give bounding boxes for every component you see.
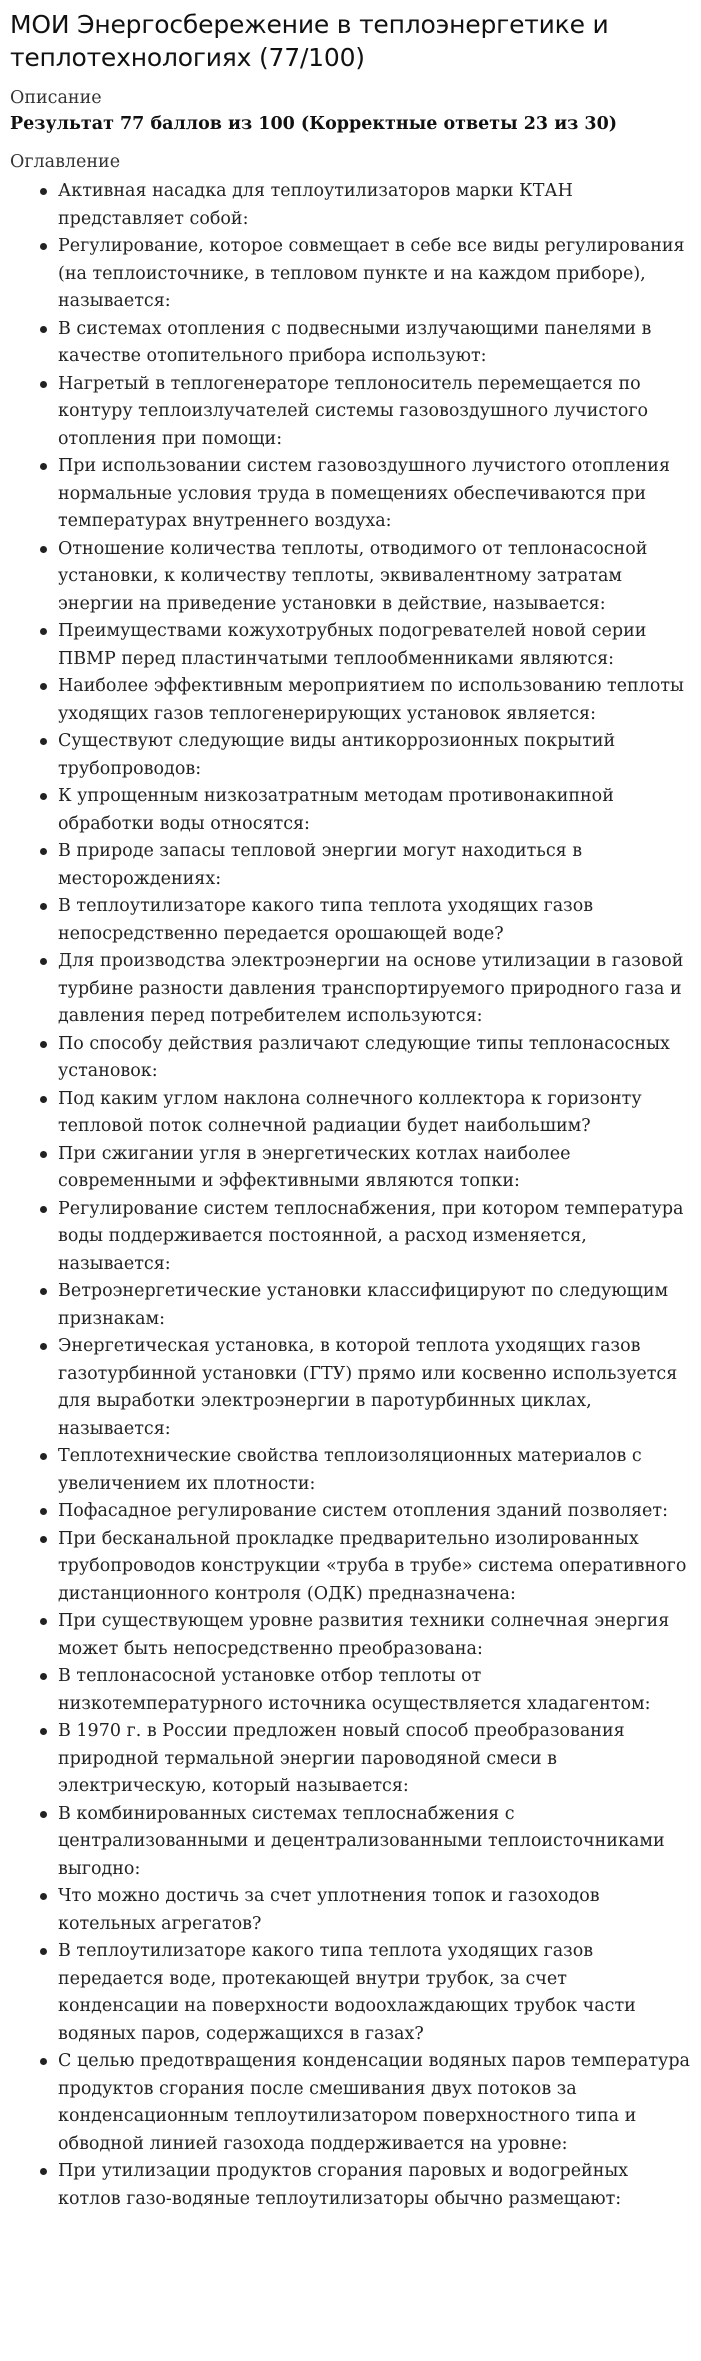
page-title: МОИ Энергосбережение в теплоэнергетике и теплотехнологиях (77/100) [10,10,609,72]
toc-item[interactable]: Под каким углом наклона солнечного коллектора к горизонту тепловой поток солнечной радиации будет наибольшим? [40,1086,691,1141]
toc-item[interactable]: Существуют следующие виды антикоррозионных покрытий трубопроводов: [40,728,691,783]
toc-item[interactable]: Ветроэнергетические установки классифицируют по следующим признакам: [40,1278,691,1333]
toc-item[interactable]: При использовании систем газовоздушного лучистого отопления нормальные условия труда в помещениях обеспечиваются при температурах внутреннего воздуха: [40,453,691,536]
toc-item[interactable]: Пофасадное регулирование систем отопления зданий позволяет: [40,1498,691,1526]
toc-item[interactable]: Регулирование, которое совмещает в себе все виды регулирования (на теплоисточнике, в тепловом пункте и на каждом приборе), называется: [40,233,691,316]
toc-item[interactable]: В природе запасы тепловой энергии могут находиться в месторождениях: [40,838,691,893]
toc-item[interactable]: С целью предотвращения конденсации водяных паров температура продуктов сгорания после смешивания двух потоков за конденсационным теплоутилизатором поверхностного типа и обводной линией газохода поддерживается на уровне: [40,2048,691,2158]
result-summary: Результат 77 баллов из 100 (Корректные ответы 23 из 30) [10,114,618,134]
description-label: Описание [10,88,102,108]
toc-item[interactable]: Активная насадка для теплоутилизаторов марки КТАН представляет собой: [40,178,691,233]
toc-item[interactable]: При существующем уровне развития техники солнечная энергия может быть непосредственно преобразована: [40,1608,691,1663]
toc-item[interactable]: Что можно достичь за счет уплотнения топок и газоходов котельных агрегатов? [40,1883,691,1938]
toc-item[interactable]: Теплотехнические свойства теплоизоляционных материалов с увеличением их плотности: [40,1443,691,1498]
toc-item[interactable]: Для производства электроэнергии на основе утилизации в газовой турбине разности давления транспортируемого природного газа и давления перед потребителем используются: [40,948,691,1031]
toc-item[interactable]: При сжигании угля в энергетических котлах наиболее современными и эффективными являются топки: [40,1141,691,1196]
toc-item[interactable]: При бесканальной прокладке предварительно изолированных трубопроводов конструкции «труба в трубе» система оперативного дистанционного контроля (ОДК) предназначена: [40,1526,691,1609]
toc-item[interactable]: В теплоутилизаторе какого типа теплота уходящих газов передается воде, протекающей внутри трубок, за счет конденсации на поверхности водоохлаждающих трубок части водяных паров, содержащихся в газах? [40,1938,691,2048]
toc-item[interactable]: В 1970 г. в России предложен новый способ преобразования природной термальной энергии пароводяной смеси в электрическую, который называется: [40,1718,691,1801]
toc-item[interactable]: В системах отопления с подвесными излучающими панелями в качестве отопительного прибора используют: [40,316,691,371]
toc-item[interactable]: Регулирование систем теплоснабжения, при котором температура воды поддерживается постоянной, а расход изменяется, называется: [40,1196,691,1279]
toc-item[interactable]: К упрощенным низкозатратным методам противонакипной обработки воды относятся: [40,783,691,838]
toc-label: Оглавление [10,152,121,172]
toc-item[interactable]: В теплоутилизаторе какого типа теплота уходящих газов непосредственно передается орошающей воде? [40,893,691,948]
toc-item[interactable]: Энергетическая установка, в которой теплота уходящих газов газотурбинной установки (ГТУ) прямо или косвенно используется для выработки электроэнергии в паротурбинных циклах, называется: [40,1333,691,1443]
toc-item[interactable]: По способу действия различают следующие типы теплонасосных установок: [40,1031,691,1086]
toc-item[interactable]: Преимуществами кожухотрубных подогревателей новой серии ПВМР перед пластинчатыми теплообменниками являются: [40,618,691,673]
toc-item[interactable]: В теплонасосной установке отбор теплоты от низкотемпературного источника осуществляется хладагентом: [40,1663,691,1718]
table-of-contents [10,178,691,2213]
toc-item[interactable]: Отношение количества теплоты, отводимого от теплонасосной установки, к количеству теплоты, эквивалентному затратам энергии на приведение установки в действие, называется: [40,536,691,619]
toc-item[interactable]: При утилизации продуктов сгорания паровых и водогрейных котлов газо-водяные теплоутилизаторы обычно размещают: [40,2158,691,2213]
toc-item[interactable]: Нагретый в теплогенераторе теплоноситель перемещается по контуру теплоизлучателей системы газовоздушного лучистого отопления при помощи: [40,371,691,454]
toc-item[interactable]: В комбинированных системах теплоснабжения с централизованными и децентрализованными теплоисточниками выгодно: [40,1801,691,1884]
toc-item[interactable]: Наиболее эффективным мероприятием по использованию теплоты уходящих газов теплогенерирующих установок является: [40,673,691,728]
